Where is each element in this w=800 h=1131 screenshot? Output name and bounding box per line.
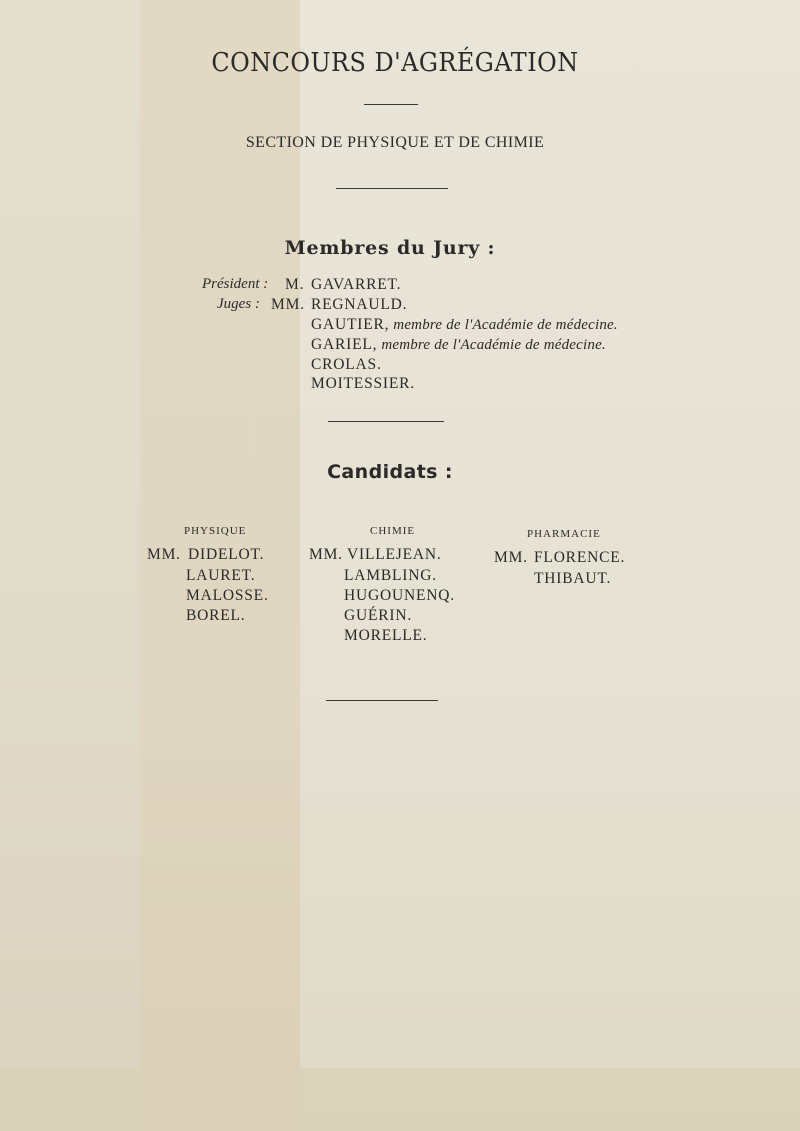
jury-heading: Membres du Jury :	[284, 237, 496, 259]
candidate-name: THIBAUT.	[534, 570, 612, 587]
candidats-heading: Candidats :	[327, 461, 453, 483]
jury-member: REGNAULD.	[311, 296, 408, 313]
jury-member: MOITESSIER.	[311, 375, 415, 392]
juges-prefix: MM.	[271, 296, 305, 313]
divider	[326, 700, 438, 701]
column-header-pharmacie: PHARMACIE	[527, 528, 601, 540]
candidate-name: FLORENCE.	[534, 549, 626, 566]
column-prefix: MM.	[147, 546, 181, 563]
jury-member-name: GAUTIER,	[311, 316, 390, 333]
president-name: GAVARRET.	[311, 276, 402, 293]
candidate-name: BOREL.	[186, 607, 246, 624]
candidate-name: LAURET.	[186, 567, 256, 584]
candidate-name: LAMBLING.	[344, 567, 437, 584]
candidate-name: MALOSSE.	[186, 587, 269, 604]
jury-member: CROLAS.	[311, 356, 382, 373]
paper-edge	[0, 1068, 800, 1131]
column-header-chimie: CHIMIE	[370, 525, 416, 537]
column-prefix: MM.	[494, 549, 528, 566]
column-prefix: MM.	[309, 546, 343, 563]
jury-member	[311, 316, 618, 334]
president-prefix: M.	[285, 276, 305, 293]
document-title: CONCOURS D'AGRÉGATION	[211, 48, 579, 78]
president-label: Président :	[202, 276, 269, 292]
candidate-name: DIDELOT.	[188, 546, 265, 563]
candidate-name: VILLEJEAN.	[347, 546, 442, 563]
jury-member-note: membre de l'Académie de médecine.	[381, 337, 606, 353]
divider	[364, 104, 418, 105]
jury-member-name: GARIEL,	[311, 336, 378, 353]
divider	[328, 421, 444, 422]
candidate-name: HUGOUNENQ.	[344, 587, 455, 604]
column-header-physique: PHYSIQUE	[184, 525, 247, 537]
jury-member	[311, 336, 606, 354]
candidate-name: MORELLE.	[344, 627, 428, 644]
juges-label: Juges :	[217, 296, 260, 312]
section-title: SECTION DE PHYSIQUE ET DE CHIMIE	[245, 134, 545, 151]
candidate-name: GUÉRIN.	[344, 607, 413, 624]
jury-member-note: membre de l'Académie de médecine.	[393, 317, 618, 333]
divider	[336, 188, 448, 189]
